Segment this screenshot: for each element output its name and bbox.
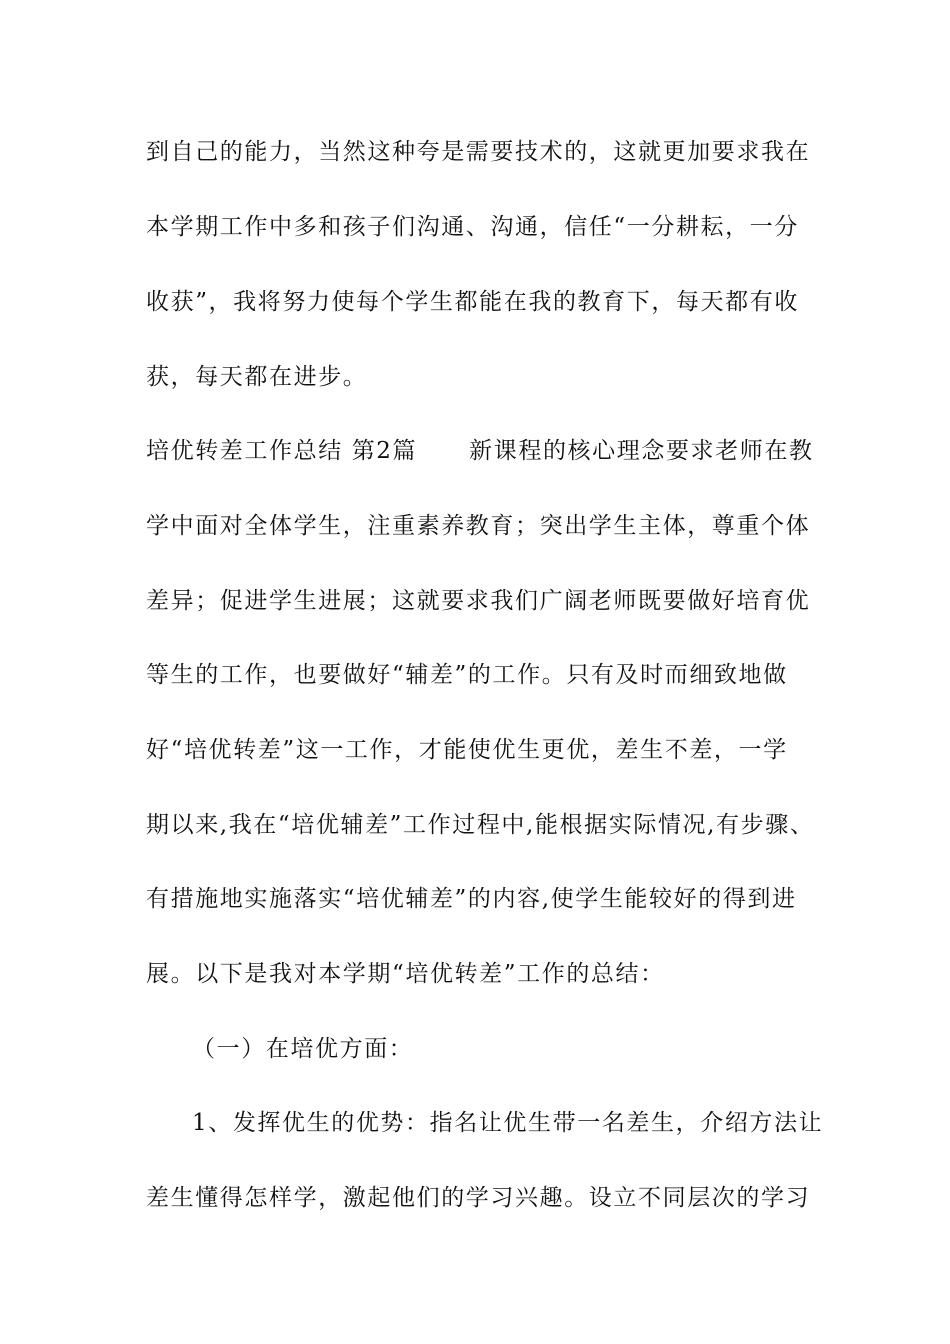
paragraph-line: 等生的工作，也要做好“辅差”的工作。只有及时而细致地做 [146, 662, 788, 688]
paragraph-line: 好“培优转差”这一工作，才能使优生更优，差生不差，一学 [146, 737, 788, 763]
section-first-line-text: 新课程的核心理念要求老师在教 [469, 438, 814, 464]
paragraph-line: 1、发挥优生的优势：指名让优生带一名差生，介绍方法让 [192, 1110, 824, 1136]
paragraph-line: 有措施地实施落实“培优辅差”的内容,使学生能较好的得到进 [146, 886, 797, 912]
paragraph-line: 展。以下是我对本学期“培优转差”工作的总结： [146, 961, 665, 987]
paragraph-line: 学中面对全体学生，注重素养教育；突出学生主体，尊重个体 [146, 513, 811, 539]
paragraph-line: 本学期工作中多和孩子们沟通、沟通，信任“一分耕耘，一分 [146, 214, 799, 240]
section-heading-title: 培优转差工作总结 第2篇 [146, 438, 418, 464]
paragraph-line: 到自己的能力，当然这种夸是需要技术的，这就更加要求我在 [146, 139, 811, 165]
subsection-heading: （一）在培优方面： [192, 1036, 414, 1062]
section-heading-line [146, 433, 846, 469]
paragraph-line: 差异；促进学生进展；这就要求我们广阔老师既要做好培育优 [146, 588, 811, 614]
paragraph-line: 获，每天都在进步。 [146, 364, 368, 390]
paragraph-line: 差生懂得怎样学，激起他们的学习兴趣。设立不同层次的学习 [146, 1185, 811, 1211]
paragraph-line: 收获”，我将努力使每个学生都能在我的教育下，每天都有收 [146, 289, 799, 315]
paragraph-line: 期以来,我在“培优辅差”工作过程中,能根据实际情况,有步骤、 [146, 812, 815, 838]
